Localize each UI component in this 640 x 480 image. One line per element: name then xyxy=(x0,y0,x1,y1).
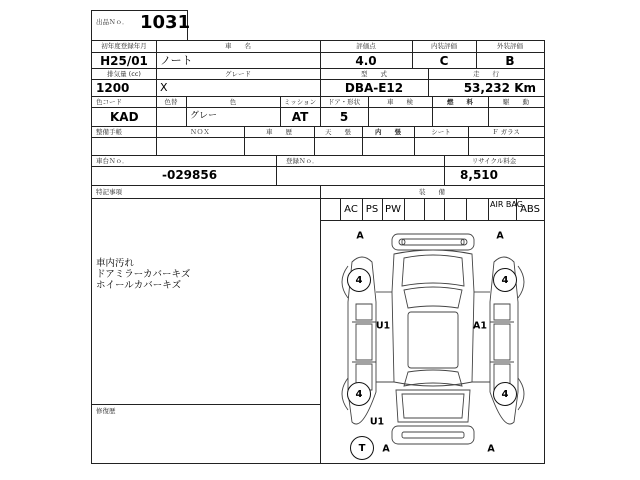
color-value: グレー xyxy=(190,111,218,121)
color-label: 色 xyxy=(229,98,237,106)
car-name-value: ノート xyxy=(160,54,193,67)
chassis-label: 車台Ｎｏ． xyxy=(96,157,129,165)
note-line: ドアミラーカバーキズ xyxy=(96,269,191,280)
damage-mark-wheel-rl: 4 xyxy=(347,382,371,406)
grade-value: X xyxy=(160,81,168,94)
first-reg-label: 初年度登録年月 xyxy=(101,42,147,50)
equipment-abs: ABS xyxy=(520,204,540,215)
note-line: 車内汚れ xyxy=(96,258,135,269)
score-value: 4.0 xyxy=(355,54,377,68)
exterior-grade-value: B xyxy=(505,54,515,68)
color-code-label: 色コード xyxy=(96,98,122,106)
displacement-value: 1200 xyxy=(96,81,130,95)
damage-mark-front-right: A xyxy=(496,230,504,242)
damage-mark-rear: U1 xyxy=(369,416,385,428)
transmission-label: ミッション xyxy=(283,98,317,106)
interior-grade-label: 内装評価 xyxy=(431,42,457,50)
displacement-label: 排気量 (cc) xyxy=(107,70,141,78)
repair-history-label: 修復歴 xyxy=(96,407,116,415)
damage-mark-wheel-rr: 4 xyxy=(493,382,517,406)
damage-mark-tail-right: A xyxy=(487,443,495,455)
recycle-label: リサイクル料金 xyxy=(471,157,517,165)
drive-label: 駆 動 xyxy=(503,98,529,106)
interior-trim-label: 内 張 xyxy=(375,128,401,136)
glass-label: Ｆ ガラス xyxy=(492,128,520,136)
damage-mark-circle-t: T xyxy=(350,436,374,460)
equipment-airbag: AIR BAG xyxy=(490,200,523,209)
car-name-label: 車 名 xyxy=(225,42,251,50)
damage-mark-wheel-fr: 4 xyxy=(493,268,517,292)
color-change-label: 色替 xyxy=(164,98,178,106)
note-line: ホイールカバーキズ xyxy=(96,280,182,291)
score-label: 評価点 xyxy=(356,42,376,50)
mileage-label: 走 行 xyxy=(473,70,499,78)
seat-label: シート xyxy=(431,128,451,136)
equipment-ac: AC xyxy=(344,204,358,215)
notes-label: 特記事項 xyxy=(96,188,122,196)
model-value: DBA-E12 xyxy=(344,81,404,95)
damage-mark-wheel-fl: 4 xyxy=(347,268,371,292)
model-label: 型 式 xyxy=(361,70,387,78)
transmission-value: AT xyxy=(291,110,309,124)
doors-label: ドア・形状 xyxy=(327,98,361,106)
interior-grade-value: C xyxy=(439,54,449,68)
color-code-value: KAD xyxy=(110,110,139,124)
registration-label: 登録Ｎｏ． xyxy=(286,157,319,165)
inspection-label: 車 検 xyxy=(387,98,413,106)
notes-list xyxy=(96,258,190,291)
doors-value: 5 xyxy=(339,110,349,124)
damage-mark-front-left: A xyxy=(356,230,364,242)
sunroof-label: 天 張 xyxy=(325,128,351,136)
lot-number-label: 出品Ｎｏ． xyxy=(96,18,129,26)
mileage-value: 53,232 Km xyxy=(463,81,536,95)
maintenance-label: 整備手帳 xyxy=(96,128,122,136)
grade-label: グレード xyxy=(225,70,251,78)
lot-number: 1031 xyxy=(140,12,191,33)
first-reg-value: H25/01 xyxy=(100,54,148,68)
equipment-pw: PW xyxy=(385,204,401,215)
chassis-value: -029856 xyxy=(162,168,218,182)
nox-label: ＮＯＸ xyxy=(190,128,210,136)
damage-mark-tail-left: A xyxy=(382,443,390,455)
car-damage-diagram xyxy=(322,222,544,463)
exterior-grade-label: 外装評価 xyxy=(497,42,523,50)
recycle-value: 8,510 xyxy=(460,168,498,182)
equipment-label: 装 備 xyxy=(419,188,445,196)
fuel-label: 燃 料 xyxy=(447,98,473,106)
damage-mark-side-right: A1 xyxy=(473,320,487,332)
damage-mark-side-left: U1 xyxy=(375,320,391,332)
history-label: 車 歴 xyxy=(266,128,292,136)
equipment-ps: PS xyxy=(365,204,379,215)
